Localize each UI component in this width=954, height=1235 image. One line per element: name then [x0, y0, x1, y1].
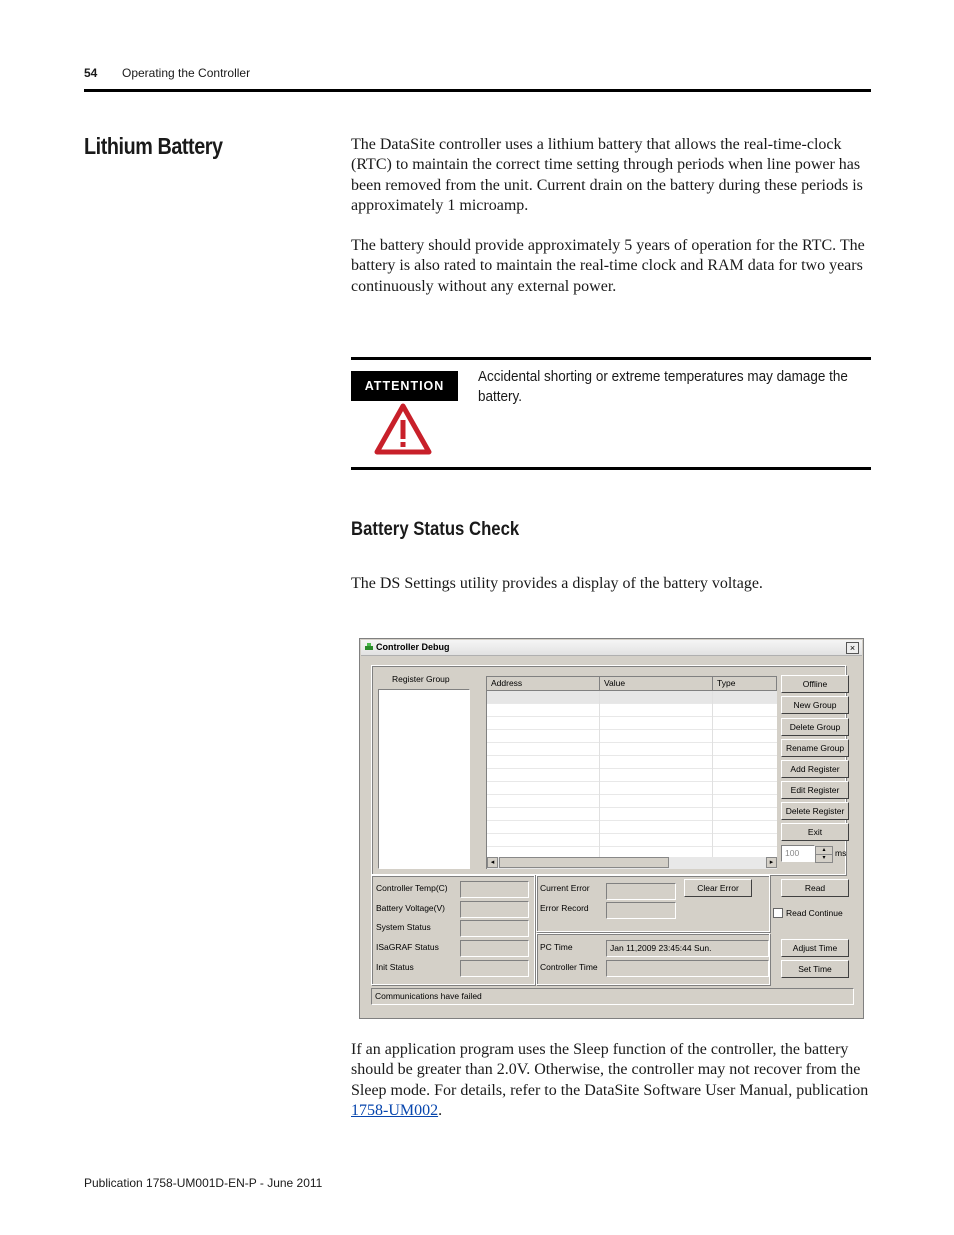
register-table[interactable]	[486, 676, 777, 869]
page-number: 54	[84, 66, 98, 80]
register-group-list[interactable]	[378, 689, 470, 869]
system-status-label: System Status	[376, 922, 431, 932]
paragraph-4-end: .	[438, 1102, 443, 1120]
current-error-field	[606, 883, 676, 900]
column-address[interactable]: Address	[487, 677, 600, 691]
battery-voltage-field	[460, 901, 529, 918]
table-row[interactable]	[487, 834, 777, 847]
attention-badge: ATTENTION	[351, 371, 458, 401]
scroll-right-icon[interactable]: ▸	[766, 857, 777, 868]
table-row[interactable]	[487, 756, 777, 769]
error-record-label: Error Record	[540, 903, 589, 913]
table-row[interactable]	[487, 782, 777, 795]
footer: Publication 1758-UM001D-EN-P - June 2011	[84, 1176, 323, 1190]
column-value[interactable]: Value	[600, 677, 713, 691]
init-status-label: Init Status	[376, 962, 414, 972]
column-divider	[599, 691, 600, 857]
horizontal-scrollbar[interactable]	[487, 857, 777, 869]
column-divider	[712, 691, 713, 857]
table-row[interactable]	[487, 821, 777, 834]
paragraph-3: The DS Settings utility provides a display of the battery voltage.	[351, 575, 763, 592]
paragraph-2: The battery should provide approximately 5 years of operation for the RTC. The battery is also rated to maintain the real-time clock and RAM data for two years continuously without any external power.	[351, 237, 865, 295]
window-titlebar	[361, 640, 862, 656]
warning-triangle-icon	[374, 403, 432, 459]
controller-temp-field	[460, 881, 529, 898]
controller-temp-label: Controller Temp(C)	[376, 883, 448, 893]
system-status-field	[460, 920, 529, 937]
read-continue-checkbox[interactable]	[773, 908, 783, 918]
attention-bottom-rule	[351, 467, 871, 470]
clear-error-button[interactable]: Clear Error	[684, 879, 752, 897]
scroll-thumb[interactable]	[499, 857, 669, 868]
section-title: Lithium Battery	[84, 133, 223, 159]
set-time-button[interactable]: Set Time	[781, 960, 849, 978]
isagraf-status-label: ISaGRAF Status	[376, 942, 439, 952]
interval-input[interactable]: 100	[781, 845, 815, 862]
pc-time-field: Jan 11,2009 23:45:44 Sun.	[606, 940, 769, 957]
battery-voltage-label: Battery Voltage(V)	[376, 903, 445, 913]
read-continue-label: Read Continue	[786, 908, 843, 918]
register-group-label: Register Group	[392, 674, 450, 684]
paragraph-1: The DataSite controller uses a lithium battery that allows the real-time-clock (RTC) to maintain the correct time setting through periods when line power has been removed from the unit. Current drain on the battery during these periods is approximately 1 microamp.	[351, 136, 863, 215]
attention-top-rule	[351, 357, 871, 360]
column-type[interactable]: Type	[713, 677, 777, 691]
subsection-title: Battery Status Check	[351, 519, 520, 540]
table-row[interactable]	[487, 795, 777, 808]
status-bar: Communications have failed	[371, 988, 854, 1005]
interval-unit: ms	[835, 848, 847, 858]
scroll-left-icon[interactable]: ◂	[487, 857, 498, 868]
publication-link[interactable]: 1758-UM002	[351, 1102, 439, 1120]
close-icon[interactable]: ×	[846, 642, 859, 654]
edit-register-button[interactable]: Edit Register	[781, 781, 849, 799]
table-row[interactable]	[487, 717, 777, 730]
isagraf-status-field	[460, 940, 529, 957]
paragraph-4	[351, 1040, 871, 1122]
delete-group-button[interactable]: Delete Group	[781, 718, 849, 736]
controller-time-label: Controller Time	[540, 962, 598, 972]
table-row[interactable]	[487, 704, 777, 717]
init-status-field	[460, 960, 529, 977]
spin-up-icon[interactable]: ▴	[815, 846, 833, 855]
table-row[interactable]	[487, 743, 777, 756]
window-title: Controller Debug	[376, 642, 450, 652]
offline-button[interactable]: Offline	[781, 675, 849, 693]
current-error-label: Current Error	[540, 883, 590, 893]
controller-time-field	[606, 960, 769, 977]
rename-group-button[interactable]: Rename Group	[781, 739, 849, 757]
table-row[interactable]	[487, 808, 777, 821]
attention-text: Accidental shorting or extreme temperatures may damage the battery.	[478, 368, 848, 405]
read-button[interactable]: Read	[781, 879, 849, 897]
new-group-button[interactable]: New Group	[781, 696, 849, 714]
table-row[interactable]	[487, 769, 777, 782]
exit-button[interactable]: Exit	[781, 823, 849, 841]
header-rule	[84, 89, 871, 92]
table-row[interactable]	[487, 730, 777, 743]
error-record-field	[606, 902, 676, 919]
spin-down-icon[interactable]: ▾	[815, 854, 833, 863]
delete-register-button[interactable]: Delete Register	[781, 802, 849, 820]
table-row[interactable]	[487, 691, 777, 704]
adjust-time-button[interactable]: Adjust Time	[781, 939, 849, 957]
pc-time-label: PC Time	[540, 942, 573, 952]
add-register-button[interactable]: Add Register	[781, 760, 849, 778]
paragraph-4-text: If an application program uses the Sleep function of the controller, the battery should be greater than 2.0V. Otherwise, the controller may not recover from the Sleep mode. For details, refer to the DataSite Software User Manual, publication	[351, 1041, 869, 1099]
controller-debug-window	[359, 638, 864, 1019]
chapter-title: Operating the Controller	[122, 66, 251, 80]
app-icon	[364, 642, 374, 652]
